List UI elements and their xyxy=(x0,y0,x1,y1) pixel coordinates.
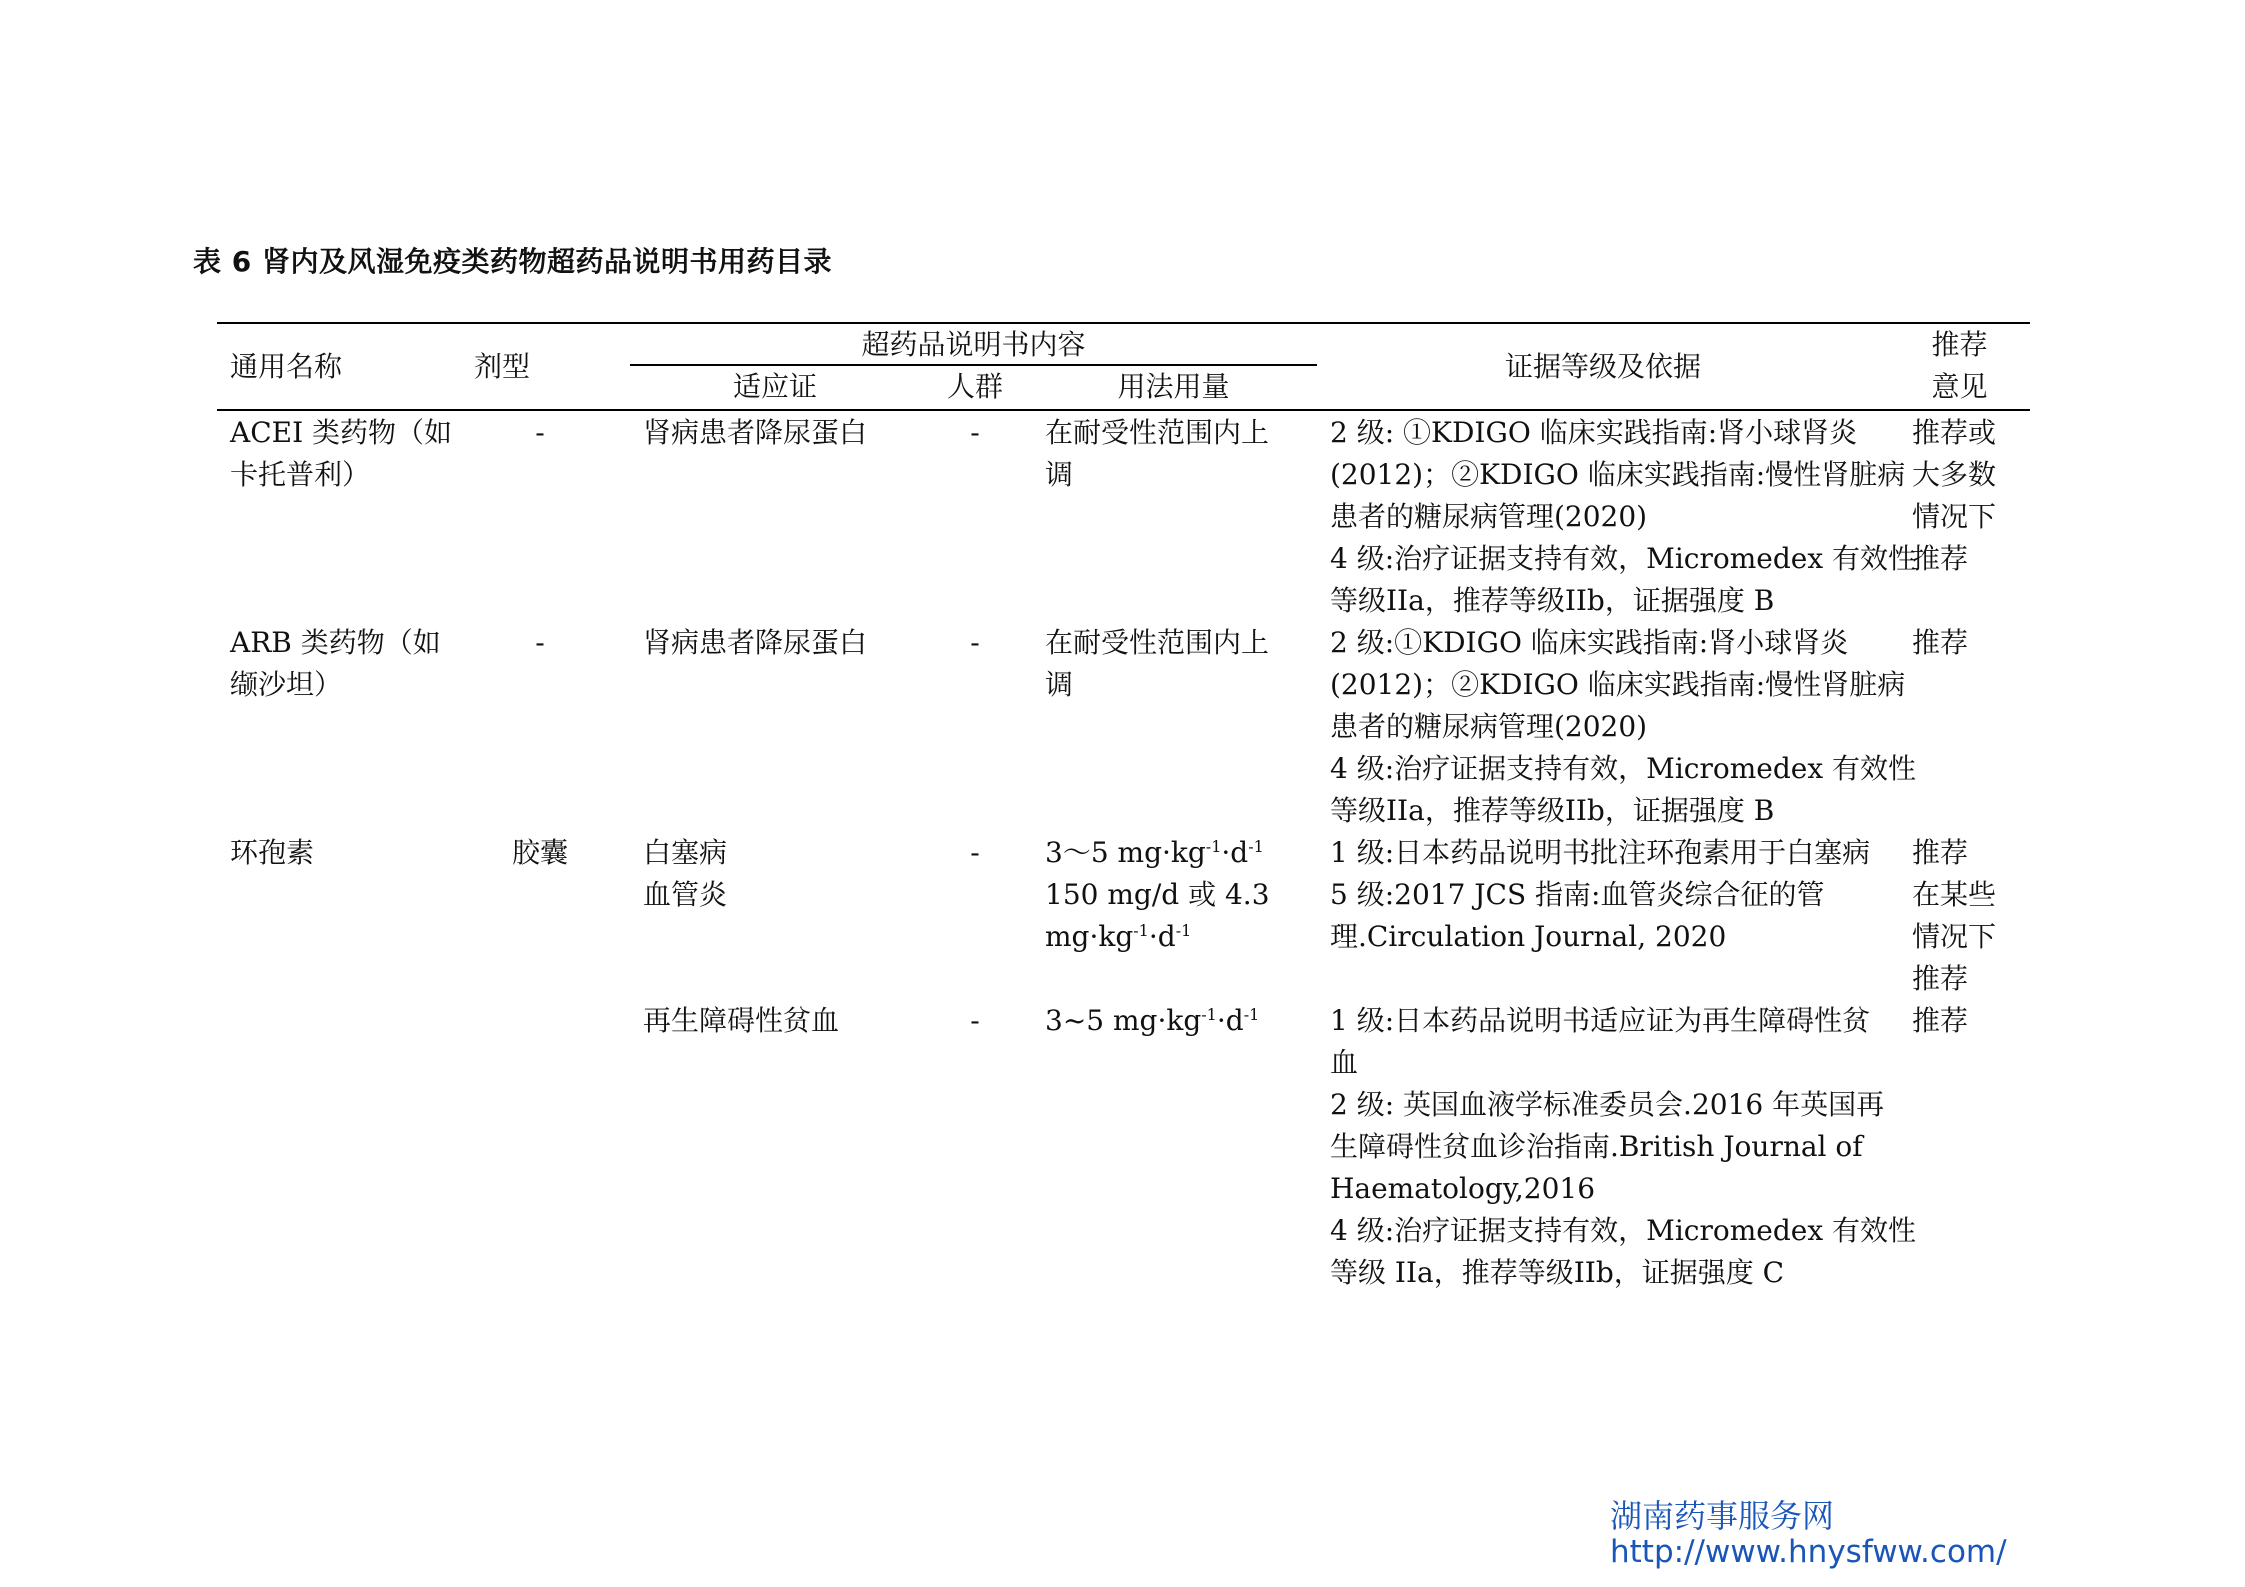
dosage-text: mg·kg xyxy=(1045,920,1134,953)
drug-name-cell xyxy=(230,412,453,496)
dosage-exponent: -1 xyxy=(1175,921,1192,940)
dosage-text: 150 mg/d 或 4.3 xyxy=(1045,878,1270,911)
evidence-line: 2 级: ①KDIGO 临床实践指南:肾小球肾炎 xyxy=(1330,416,1858,449)
recommendation-cell xyxy=(1912,412,2027,580)
dosage-exponent: -1 xyxy=(1201,1005,1217,1024)
recommendation-line: 推荐 xyxy=(1912,1004,1969,1037)
dosage-line xyxy=(1045,874,1315,916)
indication-cell xyxy=(643,1000,913,1042)
recommendation-line: 推荐 xyxy=(1912,626,1969,659)
recommendation-line: 在某些 xyxy=(1912,878,1997,911)
evidence-line: 2 级: 英国血液学标准委员会.2016 年英国再 xyxy=(1330,1088,1885,1121)
evidence-line: 4 级:治疗证据支持有效，Micromedex 有效性 xyxy=(1330,1214,1917,1247)
header-recommendation xyxy=(1889,324,2030,408)
evidence-line: 4 级:治疗证据支持有效，Micromedex 有效性 xyxy=(1330,542,1917,575)
dosage-cell xyxy=(1045,1000,1315,1042)
header-recommend-line: 意见 xyxy=(1931,370,1988,403)
population-cell: - xyxy=(970,836,980,869)
dosage-line xyxy=(1045,622,1315,664)
indication-cell xyxy=(643,622,913,664)
recommendation-line: 推荐 xyxy=(1912,542,1969,575)
recommendation-line: 大多数 xyxy=(1912,458,1997,491)
indication-line: 肾病患者降尿蛋白 xyxy=(643,626,868,659)
dosage-text: ·d xyxy=(1148,920,1176,953)
header-usage-dosage: 用法用量 xyxy=(1117,370,1230,403)
dosage-form-cell: - xyxy=(535,626,545,659)
population-cell: - xyxy=(970,626,980,659)
recommendation-line: 情况下 xyxy=(1912,920,1997,953)
drug-name-cell xyxy=(230,622,450,706)
drug-name-line: 环孢素 xyxy=(230,836,315,869)
evidence-line: (2012)；②KDIGO 临床实践指南:慢性肾脏病 xyxy=(1330,668,1906,701)
header-population: 人群 xyxy=(946,370,1003,403)
dosage-exponent: -1 xyxy=(1205,837,1222,856)
header-recommend-line: 推荐 xyxy=(1931,328,1988,361)
dosage-exponent: -1 xyxy=(1248,837,1264,856)
evidence-cell xyxy=(1330,412,1917,622)
header-generic-name: 通用名称 xyxy=(230,350,343,383)
evidence-cell xyxy=(1330,1000,1917,1294)
evidence-line: Haematology,2016 xyxy=(1330,1172,1596,1205)
dosage-cell xyxy=(1045,622,1315,706)
evidence-line: 患者的糖尿病管理(2020) xyxy=(1330,500,1648,533)
evidence-line: 1 级:日本药品说明书适应证为再生障碍性贫 xyxy=(1330,1004,1871,1037)
evidence-line: 等级 IIa，推荐等级IIb，证据强度 C xyxy=(1330,1256,1785,1289)
recommendation-cell xyxy=(1912,622,2027,664)
table-header-rule xyxy=(217,409,2030,411)
indication-cell xyxy=(643,832,913,916)
recommendation-line: 推荐 xyxy=(1912,962,1969,995)
dosage-cell xyxy=(1045,832,1315,958)
header-evidence: 证据等级及依据 xyxy=(1504,350,1701,383)
indication-cell xyxy=(643,412,913,454)
evidence-cell xyxy=(1330,832,1885,958)
indication-line: 肾病患者降尿蛋白 xyxy=(643,416,868,449)
drug-name-line: ARB 类药物（如 xyxy=(230,626,441,659)
dosage-line xyxy=(1045,832,1315,874)
dosage-text: 调 xyxy=(1045,668,1074,701)
table-title: 表 6 肾内及风湿免疫类药物超药品说明书用药目录 xyxy=(193,245,832,278)
watermark-site-name: 湖南药事服务网 xyxy=(1610,1497,1835,1535)
indication-line: 白塞病 xyxy=(643,836,728,869)
drug-name-line: 卡托普利） xyxy=(230,458,371,491)
dosage-text: 3~5 mg·kg xyxy=(1045,1004,1202,1037)
evidence-line: 等级IIa，推荐等级IIb，证据强度 B xyxy=(1330,584,1775,617)
dosage-line xyxy=(1045,916,1315,958)
evidence-line: 血 xyxy=(1330,1046,1359,1079)
header-indication: 适应证 xyxy=(732,370,817,403)
recommendation-cell xyxy=(1912,832,2027,1000)
dosage-form-cell: - xyxy=(535,416,545,449)
evidence-line: 5 级:2017 JCS 指南:血管炎综合征的管 xyxy=(1330,878,1825,911)
evidence-line: 理.Circulation Journal, 2020 xyxy=(1330,920,1727,953)
dosage-text: 在耐受性范围内上 xyxy=(1045,626,1270,659)
population-cell: - xyxy=(970,416,980,449)
dosage-text: ·d xyxy=(1216,1004,1244,1037)
dosage-cell xyxy=(1045,412,1315,496)
dosage-exponent: -1 xyxy=(1133,921,1149,940)
recommendation-line: 推荐或 xyxy=(1912,416,1997,449)
header-dosage-form: 剂型 xyxy=(474,350,531,383)
dosage-line xyxy=(1045,664,1315,706)
header-off-label-group: 超药品说明书内容 xyxy=(861,328,1086,361)
recommendation-line: 情况下 xyxy=(1912,500,1997,533)
evidence-line: (2012)；②KDIGO 临床实践指南:慢性肾脏病 xyxy=(1330,458,1906,491)
dosage-form-cell: 胶囊 xyxy=(511,836,568,869)
dosage-text: 3～5 mg·kg xyxy=(1045,836,1206,869)
evidence-line: 等级IIa，推荐等级IIb，证据强度 B xyxy=(1330,794,1775,827)
drug-name-cell xyxy=(230,832,450,874)
dosage-line xyxy=(1045,454,1315,496)
drug-name-line: ACEI 类药物（如 xyxy=(230,416,453,449)
indication-line: 血管炎 xyxy=(643,878,728,911)
dosage-text: 在耐受性范围内上 xyxy=(1045,416,1270,449)
evidence-cell xyxy=(1330,622,1917,832)
dosage-line xyxy=(1045,412,1315,454)
dosage-text: ·d xyxy=(1221,836,1249,869)
indication-line: 再生障碍性贫血 xyxy=(643,1004,840,1037)
evidence-line: 患者的糖尿病管理(2020) xyxy=(1330,710,1648,743)
evidence-line: 生障碍性贫血诊治指南.British Journal of xyxy=(1330,1130,1863,1163)
dosage-line xyxy=(1045,1000,1315,1042)
dosage-exponent: -1 xyxy=(1243,1005,1260,1024)
evidence-line: 1 级:日本药品说明书批注环孢素用于白塞病 xyxy=(1330,836,1871,869)
recommendation-cell xyxy=(1912,1000,2027,1042)
dosage-text: 调 xyxy=(1045,458,1074,491)
watermark-url[interactable]: http://www.hnysfww.com/ xyxy=(1610,1534,2007,1570)
evidence-line: 4 级:治疗证据支持有效，Micromedex 有效性 xyxy=(1330,752,1917,785)
population-cell: - xyxy=(970,1004,980,1037)
drug-name-line: 缬沙坦） xyxy=(230,668,343,701)
evidence-line: 2 级:①KDIGO 临床实践指南:肾小球肾炎 xyxy=(1330,626,1849,659)
recommendation-line: 推荐 xyxy=(1912,836,1969,869)
